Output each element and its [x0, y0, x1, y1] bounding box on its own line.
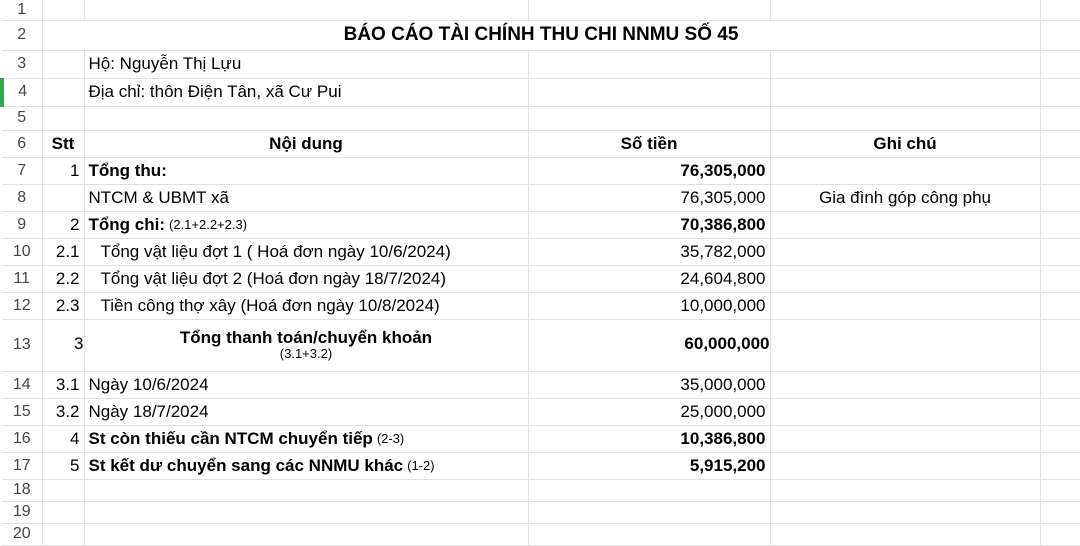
row-noi-dung-label: Tổng thu:: [88, 160, 167, 180]
address-label: Địa chỉ: thôn Điện Tân, xã Cư Pui: [88, 82, 342, 101]
row-header-17[interactable]: 17: [2, 452, 42, 479]
row-header-2[interactable]: 2: [2, 20, 42, 50]
table-row[interactable]: [2, 184, 1080, 211]
row-stt[interactable]: [42, 184, 84, 211]
row-stt-label: 3: [74, 334, 84, 353]
cell-d4[interactable]: [770, 78, 1040, 106]
sheet-row[interactable]: [2, 479, 1080, 501]
header-noi-dung[interactable]: [84, 130, 528, 157]
row-stt[interactable]: [42, 425, 84, 452]
row-so-tien[interactable]: [528, 319, 770, 371]
cell-e14[interactable]: [1040, 371, 1080, 398]
row-so-tien-value: 24,604,800: [680, 268, 766, 288]
cell-a19[interactable]: [42, 501, 84, 523]
sheet-row[interactable]: [2, 501, 1080, 523]
row-header-20[interactable]: 20: [2, 523, 42, 545]
row-noi-dung-label: St còn thiếu cần NTCM chuyển tiếp: [88, 428, 373, 448]
cell-e15[interactable]: [1040, 398, 1080, 425]
row-stt[interactable]: [42, 238, 84, 265]
header-stt-label: Stt: [51, 133, 75, 153]
sheet-row[interactable]: [2, 20, 1080, 50]
row-ghi-chu[interactable]: [770, 238, 1040, 265]
cell-c1[interactable]: [528, 0, 770, 20]
row-so-tien-value: 76,305,000: [680, 160, 766, 180]
row-noi-dung-sub: (1-2): [407, 458, 435, 473]
row-noi-dung-label: Tổng thanh toán/chuyển khoản: [179, 327, 433, 347]
cell-a1[interactable]: [42, 0, 84, 20]
row-so-tien[interactable]: [528, 398, 770, 425]
row-so-tien[interactable]: [528, 292, 770, 319]
sheet-row[interactable]: [2, 523, 1080, 545]
table-row[interactable]: [2, 211, 1080, 238]
row-stt-label: 2.1: [55, 241, 80, 261]
cell-e19[interactable]: [1040, 501, 1080, 523]
household-label: Hộ: Nguyễn Thị Lựu: [88, 54, 242, 73]
cell-e12[interactable]: [1040, 292, 1080, 319]
row-stt[interactable]: [42, 157, 84, 184]
row-ghi-chu[interactable]: [770, 265, 1040, 292]
cell-a18[interactable]: [42, 479, 84, 501]
cell-e4[interactable]: [1040, 78, 1080, 106]
row-header-5[interactable]: 5: [2, 106, 42, 130]
cell-e10[interactable]: [1040, 238, 1080, 265]
header-so-tien[interactable]: [528, 130, 770, 157]
row-so-tien-value: 5,915,200: [689, 455, 766, 475]
row-header-18[interactable]: 18: [2, 479, 42, 501]
document-title-cell[interactable]: [42, 20, 1040, 50]
row-noi-dung[interactable]: [84, 211, 528, 238]
row-stt[interactable]: [42, 452, 84, 479]
row-noi-dung[interactable]: [84, 184, 528, 211]
row-noi-dung-sub: (2-3): [376, 431, 405, 446]
cell-d18[interactable]: [770, 479, 1040, 501]
cell-e18[interactable]: [1040, 479, 1080, 501]
cell-c4[interactable]: [528, 78, 770, 106]
row-so-tien-value: 76,305,000: [680, 187, 766, 207]
row-noi-dung-label: Tiền công thợ xây (Hoá đơn ngày 10/8/2024): [100, 295, 440, 315]
cell-e8[interactable]: [1040, 184, 1080, 211]
row-ghi-chu[interactable]: [770, 184, 1040, 211]
cell-a20[interactable]: [42, 523, 84, 545]
row-header-3[interactable]: 3: [2, 50, 42, 78]
row-noi-dung[interactable]: [84, 319, 528, 371]
row-header-8[interactable]: 8: [2, 184, 42, 211]
cell-d1[interactable]: [770, 0, 1040, 20]
household-cell[interactable]: [84, 50, 528, 78]
header-noi-dung-label: Nội dung: [269, 133, 343, 153]
row-stt-label: 1: [70, 160, 80, 180]
row-noi-dung-label: Ngày 18/7/2024: [88, 401, 209, 421]
cell-e9[interactable]: [1040, 211, 1080, 238]
cell-e3[interactable]: [1040, 50, 1080, 78]
row-stt[interactable]: [42, 319, 84, 371]
row-so-tien-value: 60,000,000: [684, 334, 770, 353]
row-ghi-chu-label: Gia đình góp công phụ: [818, 187, 992, 207]
table-row[interactable]: [2, 238, 1080, 265]
sheet-row[interactable]: [2, 78, 1080, 106]
cell-a5[interactable]: [42, 106, 84, 130]
row-ghi-chu[interactable]: [770, 398, 1040, 425]
cell-e17[interactable]: [1040, 452, 1080, 479]
cell-c18[interactable]: [528, 479, 770, 501]
row-noi-dung-sub: (2.1+2.2+2.3): [168, 217, 248, 232]
row-so-tien[interactable]: [528, 184, 770, 211]
row-header-6[interactable]: 6: [2, 130, 42, 157]
row-so-tien-value: 70,386,800: [680, 214, 766, 234]
row-ghi-chu[interactable]: [770, 452, 1040, 479]
row-stt[interactable]: [42, 371, 84, 398]
row-so-tien[interactable]: [528, 371, 770, 398]
table-row[interactable]: [2, 425, 1080, 452]
row-so-tien-value: 25,000,000: [680, 401, 766, 421]
row-noi-dung-sub: (3.1+3.2): [279, 346, 333, 362]
row-noi-dung-label: Tổng chi:: [88, 214, 165, 234]
cell-a4[interactable]: [42, 78, 84, 106]
cell-d5[interactable]: [770, 106, 1040, 130]
row-stt[interactable]: [42, 292, 84, 319]
row-so-tien[interactable]: [528, 211, 770, 238]
row-so-tien[interactable]: [528, 452, 770, 479]
row-header-12[interactable]: 12: [2, 292, 42, 319]
row-so-tien[interactable]: [528, 425, 770, 452]
table-row[interactable]: [2, 292, 1080, 319]
cell-e1[interactable]: [1040, 0, 1080, 20]
row-noi-dung[interactable]: [84, 452, 528, 479]
row-noi-dung[interactable]: [84, 398, 528, 425]
row-noi-dung[interactable]: [84, 265, 528, 292]
cell-b20[interactable]: [84, 523, 528, 545]
row-noi-dung-label: St kết dư chuyển sang các NNMU khác: [88, 455, 404, 475]
row-stt[interactable]: [42, 211, 84, 238]
cell-e7[interactable]: [1040, 157, 1080, 184]
cell-e2[interactable]: [1040, 20, 1080, 50]
cell-e11[interactable]: [1040, 265, 1080, 292]
row-noi-dung-label: Ngày 10/6/2024: [88, 374, 209, 394]
cell-e13[interactable]: [1040, 319, 1080, 371]
table-row[interactable]: [2, 371, 1080, 398]
table-row[interactable]: [2, 157, 1080, 184]
row-noi-dung[interactable]: [84, 238, 528, 265]
table-row[interactable]: [2, 452, 1080, 479]
row-header-4[interactable]: 4: [2, 78, 42, 106]
cell-d19[interactable]: [770, 501, 1040, 523]
row-so-tien-value: 10,000,000: [680, 295, 766, 315]
cell-b5[interactable]: [84, 106, 528, 130]
row-so-tien-value: 35,000,000: [680, 374, 766, 394]
row-header-14[interactable]: 14: [2, 371, 42, 398]
table-row[interactable]: [2, 265, 1080, 292]
row-header-10[interactable]: 10: [2, 238, 42, 265]
table-row[interactable]: [2, 319, 1080, 371]
row-ghi-chu[interactable]: [770, 157, 1040, 184]
cell-d3[interactable]: [770, 50, 1040, 78]
row-so-tien-value: 35,782,000: [680, 241, 766, 261]
row-stt[interactable]: [42, 265, 84, 292]
sheet-row[interactable]: [2, 50, 1080, 78]
row-ghi-chu[interactable]: [770, 371, 1040, 398]
sheet-row[interactable]: [2, 106, 1080, 130]
row-noi-dung-label: Tổng vật liệu đợt 2 (Hoá đơn ngày 18/7/2024): [100, 268, 447, 288]
row-header-15[interactable]: 15: [2, 398, 42, 425]
row-ghi-chu[interactable]: [770, 211, 1040, 238]
row-ghi-chu[interactable]: [770, 425, 1040, 452]
row-header-19[interactable]: 19: [2, 501, 42, 523]
cell-c5[interactable]: [528, 106, 770, 130]
row-header-1[interactable]: 1: [2, 0, 42, 20]
cell-e16[interactable]: [1040, 425, 1080, 452]
cell-b18[interactable]: [84, 479, 528, 501]
cell-b1[interactable]: [84, 0, 528, 20]
row-stt-label: 5: [70, 455, 80, 475]
cell-c19[interactable]: [528, 501, 770, 523]
table-row[interactable]: [2, 398, 1080, 425]
row-stt-label: 3.1: [55, 374, 80, 394]
header-so-tien-label: Số tiền: [620, 133, 678, 153]
row-ghi-chu[interactable]: [770, 319, 1040, 371]
header-stt[interactable]: [42, 130, 84, 157]
cell-e5[interactable]: [1040, 106, 1080, 130]
row-stt-label: 4: [70, 428, 80, 448]
header-ghi-chu-label: Ghi chú: [873, 133, 937, 153]
row-stt[interactable]: [42, 398, 84, 425]
cell-d20[interactable]: [770, 523, 1040, 545]
row-noi-dung[interactable]: [84, 292, 528, 319]
row-ghi-chu[interactable]: [770, 292, 1040, 319]
cell-c20[interactable]: [528, 523, 770, 545]
row-header-13[interactable]: 13: [2, 319, 42, 371]
row-header-7[interactable]: 7: [2, 157, 42, 184]
row-header-16[interactable]: 16: [2, 425, 42, 452]
cell-e20[interactable]: [1040, 523, 1080, 545]
row-so-tien[interactable]: [528, 265, 770, 292]
cell-a3[interactable]: [42, 50, 84, 78]
row-stt-label: 2: [70, 214, 80, 234]
address-cell[interactable]: [84, 78, 528, 106]
row-stt-label: 2.3: [55, 295, 80, 315]
table-header-row[interactable]: [2, 130, 1080, 157]
cell-c3[interactable]: [528, 50, 770, 78]
row-noi-dung-label: NTCM & UBMT xã: [88, 187, 229, 207]
header-ghi-chu[interactable]: [770, 130, 1040, 157]
row-noi-dung[interactable]: [84, 371, 528, 398]
row-stt-label: 3.2: [55, 401, 80, 421]
row-so-tien-value: 10,386,800: [680, 428, 766, 448]
row-so-tien[interactable]: [528, 238, 770, 265]
sheet-row[interactable]: [2, 0, 1080, 20]
page-title: BÁO CÁO TÀI CHÍNH THU CHI NNMU SỐ 45: [343, 24, 739, 45]
row-noi-dung-label: Tổng vật liệu đợt 1 ( Hoá đơn ngày 10/6/2024): [100, 241, 451, 261]
row-header-11[interactable]: 11: [2, 265, 42, 292]
cell-b19[interactable]: [84, 501, 528, 523]
row-noi-dung[interactable]: [84, 425, 528, 452]
cell-e6[interactable]: [1040, 130, 1080, 157]
row-header-9[interactable]: 9: [2, 211, 42, 238]
row-so-tien[interactable]: [528, 157, 770, 184]
row-noi-dung[interactable]: [84, 157, 528, 184]
row-stt-label: 2.2: [55, 268, 80, 288]
